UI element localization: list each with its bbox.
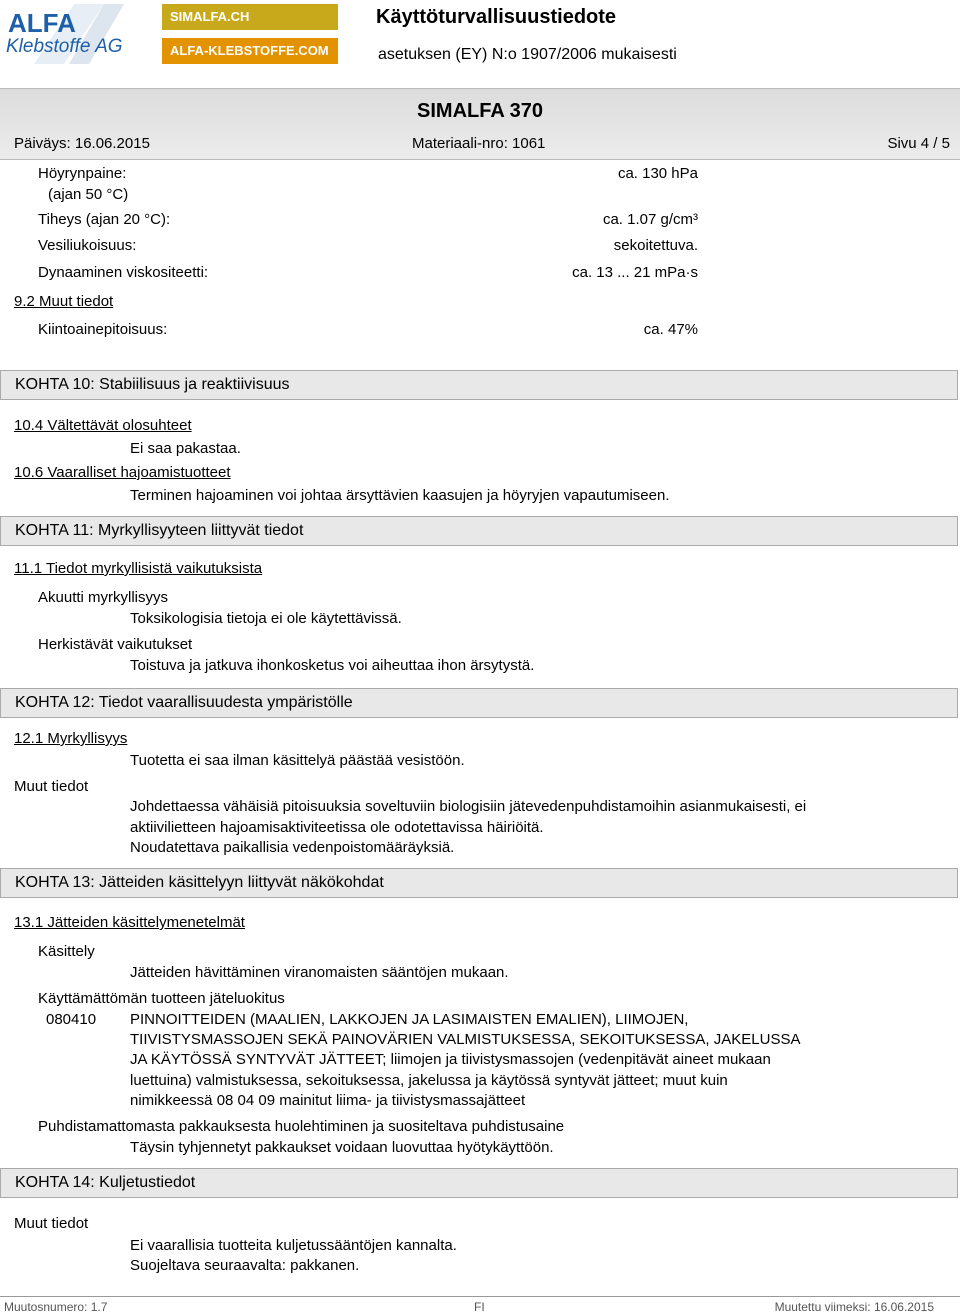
subsection-heading: 9.2 Muut tiedot (14, 293, 114, 310)
body-text: luettuina) valmistuksessa, sekoituksessa, jakelussa ja käytössä syntyvät jätteet; muut kuin (130, 1072, 728, 1089)
subsection-heading: 10.6 Vaaralliset hajoamistuotteet (14, 464, 231, 481)
subsection-heading: 12.1 Myrkyllisyys (14, 730, 128, 747)
property-value: ca. 1.07 g/cm³ (602, 211, 698, 228)
document-date: Päiväys: 16.06.2015 (14, 135, 150, 152)
property-label: Höyrynpaine: (38, 165, 127, 182)
property-label: Tiheys (ajan 20 °C): (38, 211, 171, 228)
subsection-heading: 11.1 Tiedot myrkyllisistä vaikutuksista (14, 560, 263, 577)
bold-label: Puhdistamattomasta pakkauksesta huolehtiminen ja suositeltava puhdistusaine (38, 1118, 565, 1135)
section-12-title: KOHTA 12: Tiedot vaarallisuudesta ympäristölle (0, 688, 958, 718)
bold-label: Käyttämättömän tuotteen jäteluokitus (38, 990, 285, 1007)
body-text: Toksikologisia tietoja ei ole käytettävissä. (130, 610, 402, 627)
property-label: Kiintoainepitoisuus: (38, 321, 168, 338)
material-number: Materiaali-nro: 1061 (412, 135, 546, 152)
subsection-heading: 10.4 Vältettävät olosuhteet (14, 417, 192, 434)
section-13-title: KOHTA 13: Jätteiden käsittelyyn liittyvät näkökohdat (0, 868, 958, 898)
footer-last-modified: Muutettu viimeksi: 16.06.2015 (774, 1300, 934, 1314)
footer-divider (0, 1296, 960, 1297)
svg-text:ALFA: ALFA (8, 8, 76, 38)
bold-label: Käsittely (38, 943, 95, 960)
property-label: Dynaaminen viskositeetti: (38, 264, 209, 281)
bold-label: Akuutti myrkyllisyys (38, 589, 169, 606)
property-label: (ajan 50 °C) (48, 186, 129, 203)
alfa-klebstoffe-logo (4, 2, 150, 66)
body-text: Täysin tyhjennetyt pakkaukset voidaan luovuttaa hyötykäyttöön. (130, 1139, 554, 1156)
section-11-title: KOHTA 11: Myrkyllisyyteen liittyvät tiedot (0, 516, 958, 546)
section-14-title: KOHTA 14: Kuljetustiedot (0, 1168, 958, 1198)
footer-language: FI (474, 1300, 485, 1314)
product-name: SIMALFA 370 (417, 100, 543, 122)
property-value: ca. 13 ... 21 mPa·s (572, 264, 698, 281)
document-title: Käyttöturvallisuustiedote (376, 6, 617, 28)
body-text: Ei vaarallisia tuotteita kuljetussääntöjen kannalta. (130, 1237, 457, 1254)
body-text: JA KÄYTÖSSÄ SYNTYVÄT JÄTTEET; liimojen ja tiivistysmassojen (vedenpitävät aineet mukaan (130, 1051, 771, 1068)
waste-code: 080410 (46, 1011, 97, 1028)
brand-alfa-klebstoffe: ALFA-KLEBSTOFFE.COM (162, 38, 338, 64)
body-text: nimikkeessä 08 04 09 mainitut liima- ja tiivistysmassajätteet (130, 1092, 526, 1109)
property-label: Vesiliukoisuus: (38, 237, 137, 254)
brand-simalfa: SIMALFA.CH (162, 4, 338, 30)
body-text: Suojeltava seuraavalta: pakkanen. (130, 1257, 360, 1274)
svg-text:Klebstoffe AG: Klebstoffe AG (6, 36, 123, 57)
page-number: Sivu 4 / 5 (887, 135, 950, 152)
body-text: TIIVISTYSMASSOJEN SEKÄ PAINOVÄRIEN VALMISTUKSESSA, SEKOITUKSESSA, JAKELUSSA (130, 1031, 801, 1048)
body-text: Johdettaessa vähäisiä pitoisuuksia soveltuviin biologisiin jätevedenpuhdistamoihin asianmukaisesti, ei (130, 798, 807, 815)
bold-label: Herkistävät vaikutukset (38, 636, 193, 653)
body-text: Toistuva ja jatkuva ihonkosketus voi aiheuttaa ihon ärsytystä. (130, 657, 535, 674)
footer-revision: Muutosnumero: 1.7 (4, 1300, 108, 1314)
document-subtitle: asetuksen (EY) N:o 1907/2006 mukaisesti (378, 46, 677, 63)
body-text: aktiivilietteen hajoamisaktiviteetissa ole odotettavissa häiriöitä. (130, 819, 544, 836)
property-value: sekoitettuva. (613, 237, 698, 254)
body-text: Jätteiden hävittäminen viranomaisten sääntöjen mukaan. (130, 964, 509, 981)
subsection-heading: 13.1 Jätteiden käsittelymenetelmät (14, 914, 245, 931)
section-10-title: KOHTA 10: Stabiilisuus ja reaktiivisuus (0, 370, 958, 400)
body-text: Tuotetta ei saa ilman käsittelyä päästää vesistöön. (130, 752, 465, 769)
property-value: ca. 130 hPa (617, 165, 698, 182)
body-text: PINNOITTEIDEN (MAALIEN, LAKKOJEN JA LASIMAISTEN EMALIEN), LIIMOJEN, (130, 1011, 689, 1028)
body-text: Ei saa pakastaa. (130, 440, 241, 457)
body-text: Terminen hajoaminen voi johtaa ärsyttävien kaasujen ja höyryjen vapautumiseen. (130, 487, 670, 504)
property-value: ca. 47% (643, 321, 698, 338)
body-text: Noudatettava paikallisia vedenpoistomääräyksiä. (130, 839, 455, 856)
bold-label: Muut tiedot (14, 778, 89, 795)
bold-label: Muut tiedot (14, 1215, 89, 1232)
